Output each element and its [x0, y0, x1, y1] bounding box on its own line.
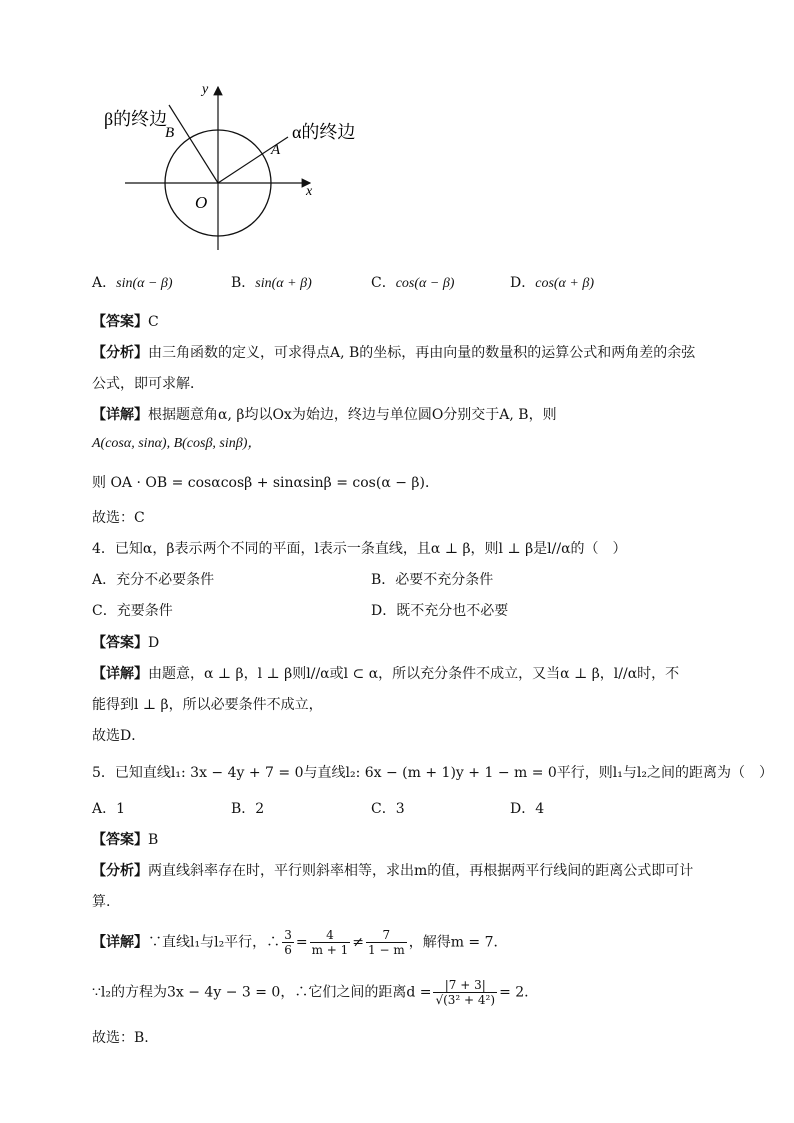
q3-option-a	[92, 273, 173, 294]
option-text: 2	[255, 801, 265, 817]
option-text: 3	[395, 801, 405, 817]
fraction-4-over-m-plus-1	[310, 928, 351, 957]
option-text: 充分不必要条件	[116, 572, 215, 588]
unit-circle-figure	[92, 75, 382, 255]
q4-option-b	[371, 570, 493, 590]
q5-analysis-line2: 算.	[92, 894, 111, 910]
distance-fraction	[433, 978, 497, 1007]
q5-option-b	[231, 799, 264, 819]
detail-text-b: = 2.	[499, 984, 529, 1001]
option-letter: B．	[371, 572, 396, 588]
q3-answer	[92, 312, 159, 332]
option-letter: A．	[92, 572, 117, 588]
fraction-numerator: 4	[310, 928, 351, 943]
analysis-tag: 【分析】	[92, 345, 148, 361]
q3-detail-line2: A(cosα, sinα), B(cosβ, sinβ)，	[92, 436, 262, 451]
option-letter: B．	[231, 801, 256, 817]
q5-detail-line2	[92, 978, 529, 1007]
option-letter: D．	[510, 801, 536, 817]
q4-option-d	[371, 601, 508, 621]
q3-analysis-line1	[92, 343, 695, 363]
option-letter: C．	[92, 603, 117, 619]
option-letter: C．	[371, 801, 396, 817]
detail-text-a: ∵l₂的方程为3x − 4y − 3 = 0，∴它们之间的距离d =	[92, 984, 432, 1001]
option-text: 4	[535, 801, 545, 817]
q5-conclusion: 故选：B.	[92, 1030, 149, 1046]
fraction-numerator: 3	[284, 928, 292, 942]
detail-text-a: ∵直线l₁与l₂平行，∴	[148, 934, 281, 951]
q3-analysis-line2: 公式，即可求解．	[92, 376, 204, 392]
option-text: sin(α + β)	[255, 276, 312, 291]
detail-tag: 【详解】	[92, 407, 148, 423]
q4-detail-line1	[92, 664, 679, 684]
q3-conclusion: 故选：C	[92, 510, 145, 526]
q4-option-c	[92, 601, 173, 621]
fraction-denominator: 6	[284, 943, 292, 957]
q5-stem: 5．已知直线l₁: 3x − 4y + 7 = 0与直线l₂: 6x − (m + 1)y + 1 − m = 0平行，则l₁与l₂之间的距离为（ ）	[92, 765, 773, 781]
analysis-tag: 【分析】	[92, 863, 148, 879]
fraction-denominator: m + 1	[311, 943, 349, 957]
fraction-denominator: 1 − m	[368, 943, 405, 957]
detail-text: 由题意，α ⊥ β，l ⊥ β则l//α或l ⊂ α，所以充分条件不成立，又当α ⊥ β，l//α时，不	[148, 666, 680, 682]
option-text: sin(α − β)	[116, 276, 173, 291]
fraction-denominator: √(3² + 4²)	[435, 993, 496, 1007]
q3-option-c	[371, 273, 454, 294]
equals-sign: =	[295, 934, 308, 951]
point-b-label: B	[165, 125, 175, 141]
fraction-3-over-6	[282, 928, 294, 957]
option-letter: C．	[371, 275, 396, 291]
detail-text: 根据题意角α, β均以Ox为始边，终边与单位圆O分别交于A, B，则	[148, 407, 557, 423]
fraction-numerator: |7 + 3|	[433, 978, 497, 993]
q4-option-a	[92, 570, 214, 590]
option-letter: A．	[92, 275, 117, 291]
q3-option-b	[231, 273, 312, 294]
option-text: 1	[116, 801, 126, 817]
option-letter: A．	[92, 801, 117, 817]
q3-option-d	[510, 273, 594, 294]
q5-detail-line1	[92, 928, 508, 957]
option-text: cos(α + β)	[535, 276, 594, 291]
answer-tag: 【答案】	[92, 832, 148, 848]
not-equal-sign: ≠	[352, 934, 364, 951]
fraction-numerator: 7	[366, 928, 407, 943]
axis-y-label: y	[202, 82, 209, 97]
q3-detail-line3: 则 OA · OB = cosαcosβ + sinαsinβ = cos(α − β)．	[92, 475, 439, 491]
option-letter: D．	[371, 603, 397, 619]
q4-answer	[92, 633, 159, 653]
q5-option-d	[510, 799, 544, 819]
option-text: 必要不充分条件	[395, 572, 494, 588]
alpha-terminal-label: α的终边	[292, 122, 356, 142]
q5-analysis-line1	[92, 861, 693, 881]
analysis-text: 由三角函数的定义，可求得点A, B的坐标，再由向量的数量积的运算公式和两角差的余弦	[148, 345, 696, 361]
answer-value: B	[148, 832, 159, 848]
answer-value: C	[148, 314, 159, 330]
answer-tag: 【答案】	[92, 314, 148, 330]
option-letter: D．	[510, 275, 536, 291]
option-text: 既不充分也不必要	[396, 603, 509, 619]
axis-x-label: x	[306, 184, 313, 199]
answer-tag: 【答案】	[92, 635, 148, 651]
detail-tag: 【详解】	[92, 934, 148, 951]
option-text: 充要条件	[116, 603, 173, 619]
beta-terminal-label: β的终边	[104, 109, 168, 129]
q5-answer	[92, 830, 158, 850]
q4-detail-line2: 能得到l ⊥ β，所以必要条件不成立，	[92, 697, 323, 713]
analysis-text: 两直线斜率存在时，平行则斜率相等，求出m的值，再根据两平行线间的距离公式即可计	[148, 863, 694, 879]
q5-option-a	[92, 799, 125, 819]
fraction-7-over-1-minus-m	[366, 928, 407, 957]
q4-stem: 4．已知α，β表示两个不同的平面，l表示一条直线，且α ⊥ β，则l ⊥ β是l//α的（ ）	[92, 541, 627, 557]
detail-text-b: ，解得m = 7．	[408, 934, 508, 951]
q5-option-c	[371, 799, 405, 819]
point-a-label: A	[271, 142, 281, 158]
q4-conclusion: 故选D．	[92, 728, 146, 744]
option-letter: B．	[231, 275, 256, 291]
answer-value: D	[148, 635, 160, 651]
beta-terminal-side	[169, 105, 218, 183]
q3-detail-line1	[92, 405, 557, 425]
origin-label: O	[195, 193, 208, 212]
option-text: cos(α − β)	[395, 276, 455, 291]
detail-tag: 【详解】	[92, 666, 148, 682]
